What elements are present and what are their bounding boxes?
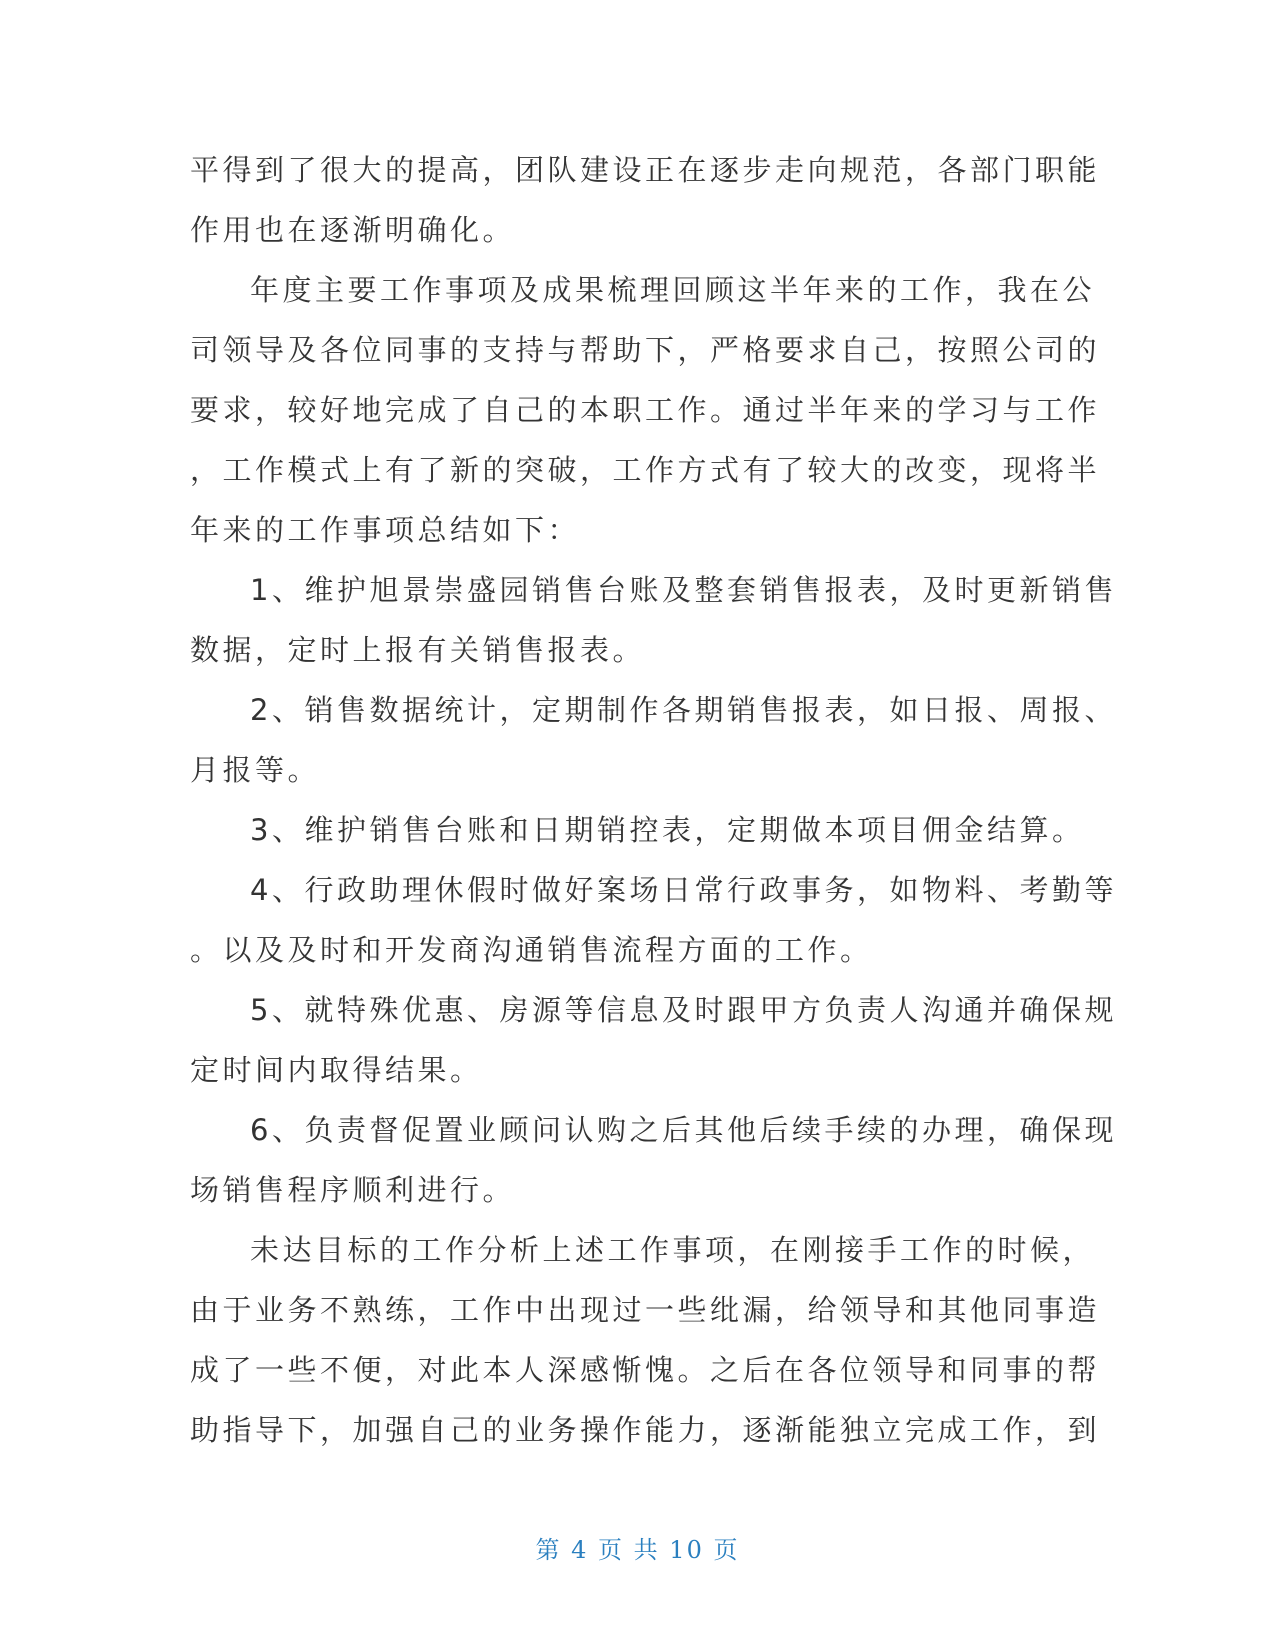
page-number-footer: 第 4 页 共 10 页 [535,1536,740,1564]
text-line: 年来的工作事项总结如下： [190,513,581,547]
text-line: 要求，较好地完成了自己的本职工作。通过半年来的学习与工作 [190,393,1101,427]
text-line: 由于业务不熟练，工作中出现过一些纰漏，给领导和其他同事造 [190,1293,1101,1327]
text-line: 数据，定时上报有关销售报表。 [190,633,646,667]
paragraph-start-line: 未达目标的工作分析上述工作事项，在刚接手工作的时候， [250,1233,1096,1267]
list-item-line: 1、维护旭景崇盛园销售台账及整套销售报表，及时更新销售 [250,573,1117,607]
text-line: 司领导及各位同事的支持与帮助下，严格要求自己，按照公司的 [190,333,1101,367]
text-line: 平得到了很大的提高，团队建设正在逐步走向规范，各部门职能 [190,153,1101,187]
list-item-line: 4、行政助理休假时做好案场日常行政事务，如物料、考勤等 [250,873,1117,907]
text-line: 助指导下，加强自己的业务操作能力，逐渐能独立完成工作，到 [190,1413,1101,1447]
document-body [190,140,1117,1460]
text-line: 成了一些不便，对此本人深感惭愧。之后在各位领导和同事的帮 [190,1353,1101,1387]
list-item-line: 6、负责督促置业顾问认购之后其他后续手续的办理，确保现 [250,1113,1117,1147]
list-item-line: 5、就特殊优惠、房源等信息及时跟甲方负责人沟通并确保规 [250,993,1117,1027]
text-line: 定时间内取得结果。 [190,1053,483,1087]
paragraph-start-line: 年度主要工作事项及成果梳理回顾这半年来的工作，我在公 [250,273,1096,307]
text-line: ，工作模式上有了新的突破，工作方式有了较大的改变，现将半 [190,453,1101,487]
text-line: 。以及及时和开发商沟通销售流程方面的工作。 [190,933,873,967]
text-line: 作用也在逐渐明确化。 [190,213,516,247]
list-item-line: 2、销售数据统计，定期制作各期销售报表，如日报、周报、 [250,693,1117,727]
text-line: 场销售程序顺利进行。 [190,1173,516,1207]
list-item-line: 3、维护销售台账和日期销控表，定期做本项目佣金结算。 [250,813,1085,847]
text-line: 月报等。 [190,753,321,787]
